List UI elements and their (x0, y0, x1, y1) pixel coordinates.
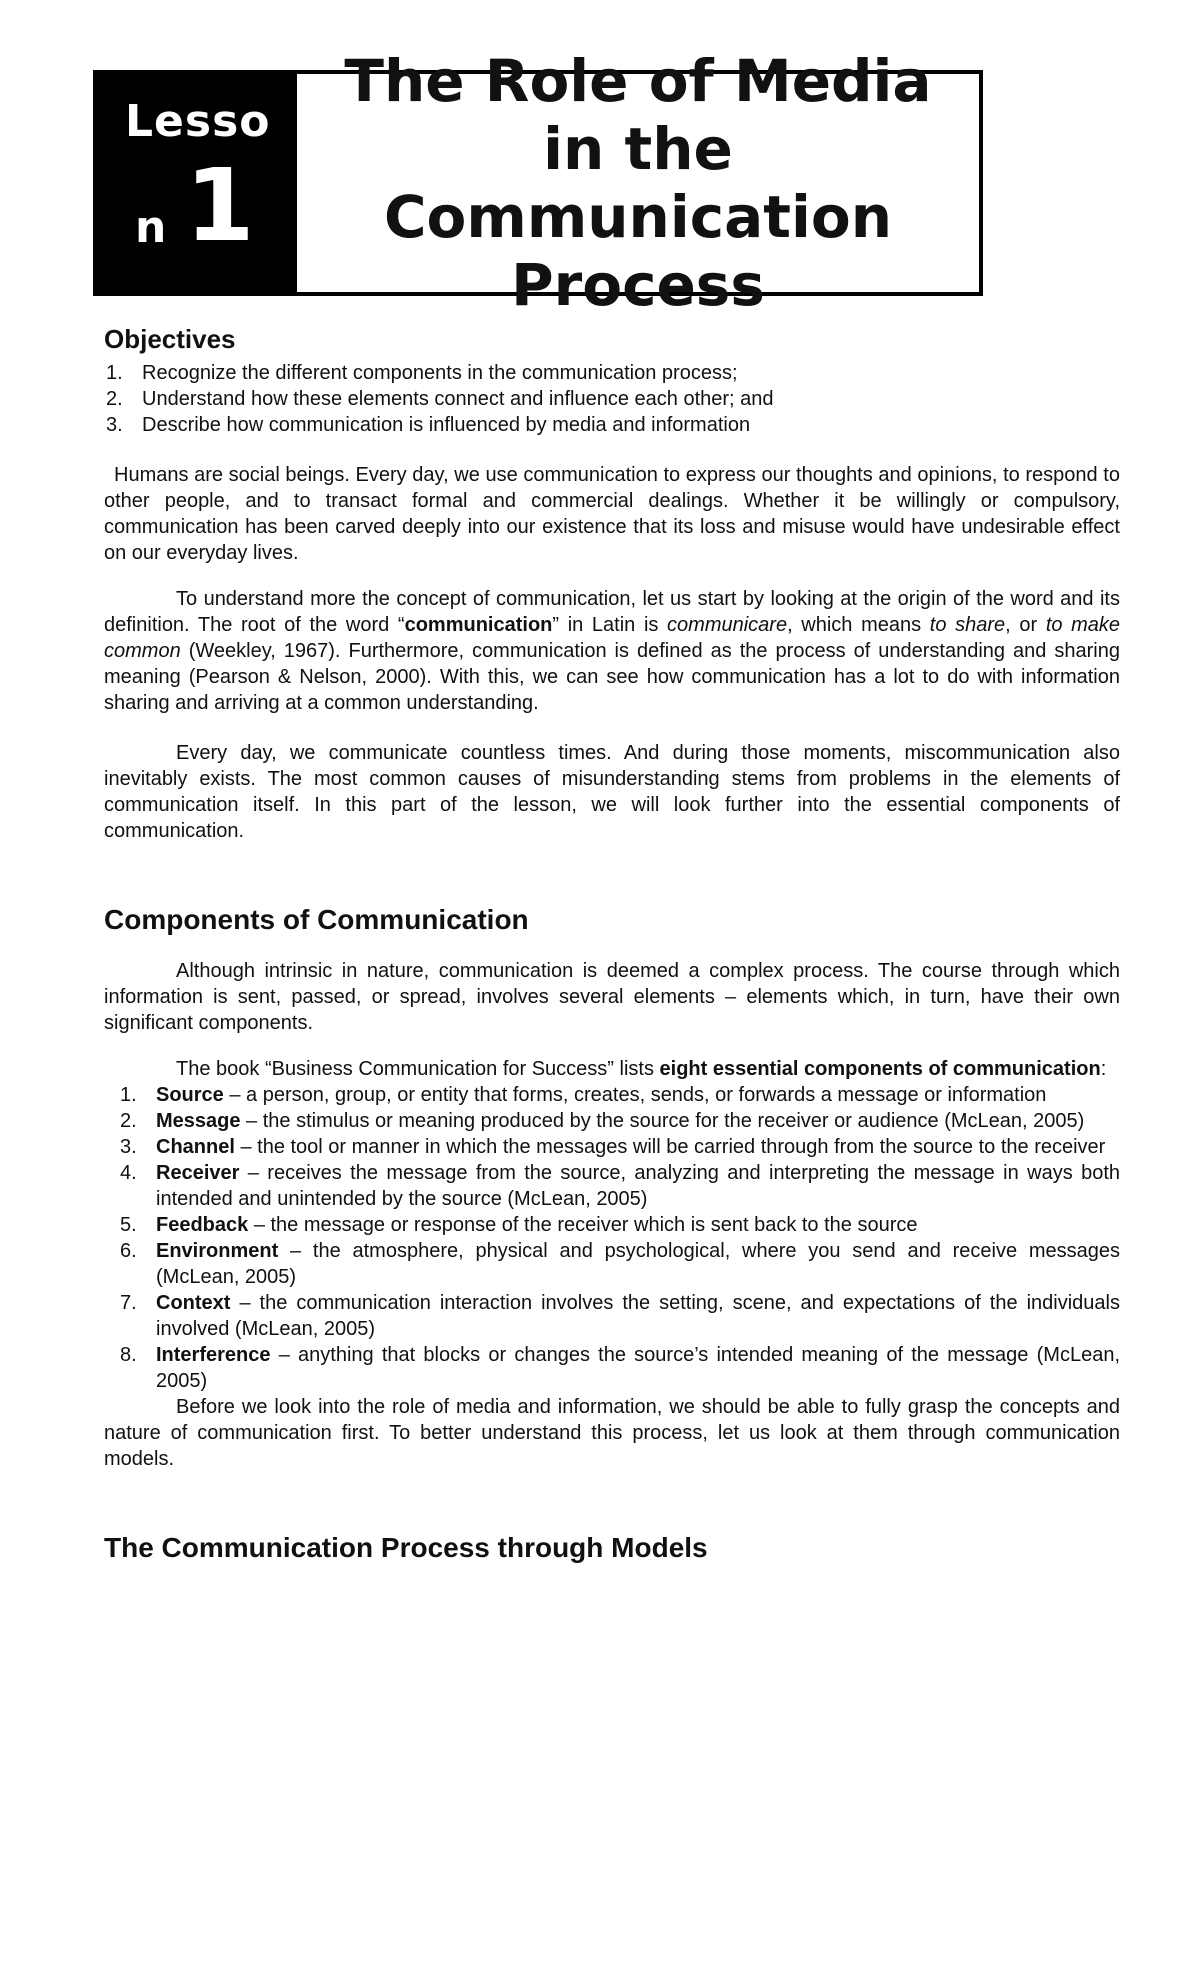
lesson-header (93, 47, 983, 319)
components-lead-paragraph: The book “Business Communication for Success” lists eight essential components of communication: (176, 1058, 1107, 1080)
component-term: Feedback (156, 1214, 249, 1236)
components-intro-paragraph: Although intrinsic in nature, communication is deemed a complex process. The course through which information is sent, passed, or spread, involves several elements – elements which, in turn, have their own significant components. (104, 960, 1120, 1034)
component-term: Channel (156, 1136, 235, 1158)
lesson-title: The Role of Media in the Communication Process (344, 47, 932, 319)
definition-paragraph: To understand more the concept of communication, let us start by looking at the origin of the word and its definition. The root of the word “communication” in Latin is communicare, which means to share, or to make common (Weekley, 1967). Furthermore, communication is defined as the process of understanding and sharing meaning (Pearson & Nelson, 2000). With this, we can see how communication has a lot to do with information sharing and arriving at a common understanding. (104, 588, 1121, 714)
component-desc: – a person, group, or entity that forms, creates, sends, or forwards a message or information (223, 1084, 1047, 1106)
objective-item: 1. Recognize the different components in the communication process; (106, 362, 738, 384)
component-desc: – the message or response of the receiver which is sent back to the source (248, 1214, 918, 1236)
component-item: 1. Source – a person, group, or entity that forms, creates, sends, or forwards a message or information (120, 1084, 1047, 1106)
component-item: 2. Message – the stimulus or meaning produced by the source for the receiver or audience (McLean, 2005) (120, 1110, 1085, 1132)
objective-text: Recognize the different components in the communication process; (142, 362, 738, 384)
intro-paragraph: Humans are social beings. Every day, we use communication to express our thoughts and opinions, to respond to other people, and to transact formal and commercial dealings. Whether it be willingly or compulsory, communication has been carved deeply into our existence that its loss and misuse would have undesirable effect on our everyday lives. (104, 464, 1120, 564)
objective-item: 2. Understand how these elements connect and influence each other; and (106, 388, 774, 410)
component-desc: – the stimulus or meaning produced by the source for the receiver or audience (McLean, 2005) (240, 1110, 1085, 1132)
models-heading: The Communication Process through Models (104, 1532, 708, 1563)
objectives-heading: Objectives (104, 324, 236, 354)
objective-text: Understand how these elements connect and influence each other; and (142, 388, 774, 410)
miscommunication-paragraph: Every day, we communicate countless times. And during those moments, miscommunication also inevitably exists. The most common causes of misunderstanding stems from problems in the elements of communication itself. In this part of the lesson, we will look further into the essential components of communication. (104, 742, 1120, 842)
components-list (104, 1082, 1120, 1394)
component-term: Interference (156, 1344, 271, 1366)
component-desc: – receives the message from the source, analyzing and interpreting the message in ways both intended and unintended by the source (McLean, 2005) (156, 1162, 1120, 1210)
lesson-label-top: Lesso (125, 96, 271, 147)
lesson-label-bottom: n (135, 202, 167, 253)
components-heading: Components of Communication (104, 904, 529, 935)
models-transition-paragraph: Before we look into the role of media and information, we should be able to fully grasp the concepts and nature of communication first. To better understand this process, let us look at them through communication models. (104, 1396, 1120, 1470)
objective-text: Describe how communication is influenced by media and information (142, 414, 751, 436)
component-item: 7. Context – the communication interaction involves the setting, scene, and expectations of the individuals involved (McLean, 2005) (120, 1292, 1120, 1340)
component-term: Message (156, 1110, 241, 1132)
lesson-label-box (97, 74, 297, 292)
objective-item: 3. Describe how communication is influenced by media and information (106, 414, 751, 436)
component-term: Source (156, 1084, 224, 1106)
component-item: 3. Channel – the tool or manner in which the messages will be carried through from the source to the receiver (120, 1136, 1106, 1158)
component-item: 5. Feedback – the message or response of the receiver which is sent back to the source (120, 1214, 918, 1236)
component-desc: – the communication interaction involves the setting, scene, and expectations of the individuals involved (McLean, 2005) (156, 1292, 1120, 1340)
component-item: 8. Interference – anything that blocks or changes the source’s intended meaning of the message (McLean, 2005) (120, 1344, 1120, 1392)
component-desc: – anything that blocks or changes the source’s intended meaning of the message (McLean, 2005) (156, 1344, 1120, 1392)
lesson-number: 1 (185, 147, 255, 264)
component-desc: – the tool or manner in which the messages will be carried through from the source to the receiver (234, 1136, 1106, 1158)
component-item: 6. Environment – the atmosphere, physical and psychological, where you send and receive messages (McLean, 2005) (120, 1240, 1120, 1288)
objectives-list (104, 360, 1120, 438)
component-item: 4. Receiver – receives the message from the source, analyzing and interpreting the message in ways both intended and unintended by the source (McLean, 2005) (120, 1162, 1120, 1210)
component-term: Context (156, 1292, 231, 1314)
document-body (104, 322, 1120, 1566)
component-term: Receiver (156, 1162, 240, 1184)
component-desc: – the atmosphere, physical and psychological, where you send and receive messages (McLean, 2005) (156, 1240, 1120, 1288)
component-term: Environment (156, 1240, 279, 1262)
